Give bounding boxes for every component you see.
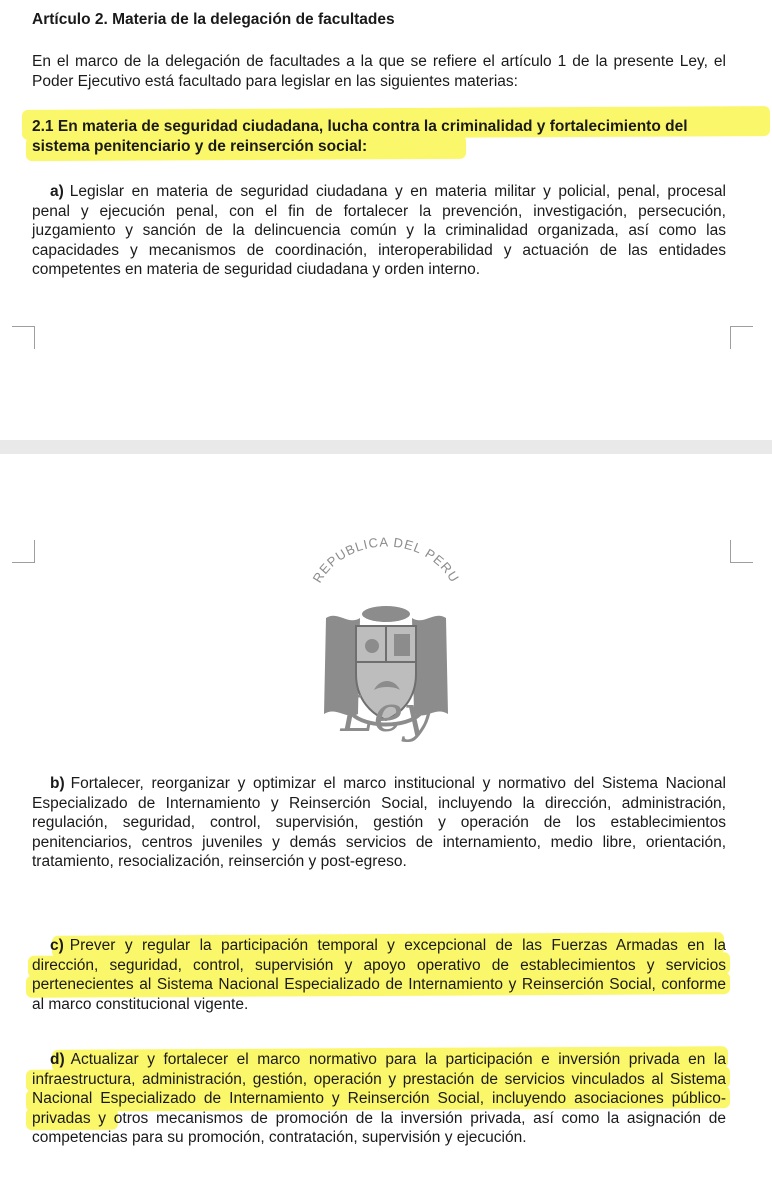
item-label: d) xyxy=(50,1051,65,1068)
item-a xyxy=(32,182,726,280)
document-page-1 xyxy=(0,0,772,440)
seal-title: Ley xyxy=(340,685,432,743)
item-d xyxy=(32,1050,726,1148)
item-text: Actualizar y fortalecer el marco normativo para la participación e inversión privada en la infraestructura, administración, gestión, operación y prestación de servicios vinculados al Sistema Nacional Especializado de Internamiento y Reinserción Social, incluyendo asociaciones público-privadas y otros mecanismos de promoción de la inversión privada, así como la asignación de competencias para su promoción, contratación, supervisión y ejecución. xyxy=(32,1051,726,1146)
crop-mark xyxy=(12,326,35,349)
item-text: Prever y regular la participación temporal y excepcional de las Fuerzas Armadas en la dirección, seguridad, control, supervisión y apoyo operativo de establecimientos y servicios pertenecientes al Sistema Nacional Especializado de Internamiento y Reinserción Social, conforme al marco constitucional vigente. xyxy=(32,937,726,1013)
crop-mark xyxy=(12,540,35,563)
item-label: a) xyxy=(50,183,64,200)
item-text: Legislar en materia de seguridad ciudadana y en materia militar y policial, penal, procesal penal y ejecución penal, con el fin de fortalecer la prevención, investigación, persecución, juzgamiento y sanción de la delincuencia común y la criminalidad organizada, así como las capacidades y mecanismos de coordinación, interoperabilidad y actuación de las entidades competentes en materia de seguridad ciudadana y orden interno. xyxy=(32,183,726,278)
svg-text:REPUBLICA DEL PERU: REPUBLICA DEL PERU xyxy=(309,534,463,586)
item-label: b) xyxy=(50,775,65,792)
article-heading: Artículo 2. Materia de la delegación de facultades xyxy=(32,11,395,28)
crop-mark xyxy=(730,326,753,349)
page-separator xyxy=(0,440,772,454)
section-heading: 2.1 En materia de seguridad ciudadana, lucha contra la criminalidad y fortalecimiento del sistema penitenciario y de reinserción social: xyxy=(32,118,688,155)
item-text: Fortalecer, reorganizar y optimizar el marco institucional y normativo del Sistema Nacional Especializado de Internamiento y Reinserción Social, incluyendo la dirección, administración, regulación, seguridad, control, supervisión, gestión y operación de los establecimientos penitenciarios, centros juveniles y demás servicios de internamiento, medio libre, orientación, tratamiento, resocialización, reinserción y post-egreso. xyxy=(32,775,726,870)
document-page-2 xyxy=(0,454,772,1200)
article-intro: En el marco de la delegación de facultades a la que se refiere el artículo 1 de la presente Ley, el Poder Ejecutivo está facultado para legislar en las siguientes materias: xyxy=(32,53,726,90)
crop-mark xyxy=(730,540,753,563)
item-c xyxy=(32,936,726,1014)
item-b xyxy=(32,774,726,872)
item-label: c) xyxy=(50,937,64,954)
